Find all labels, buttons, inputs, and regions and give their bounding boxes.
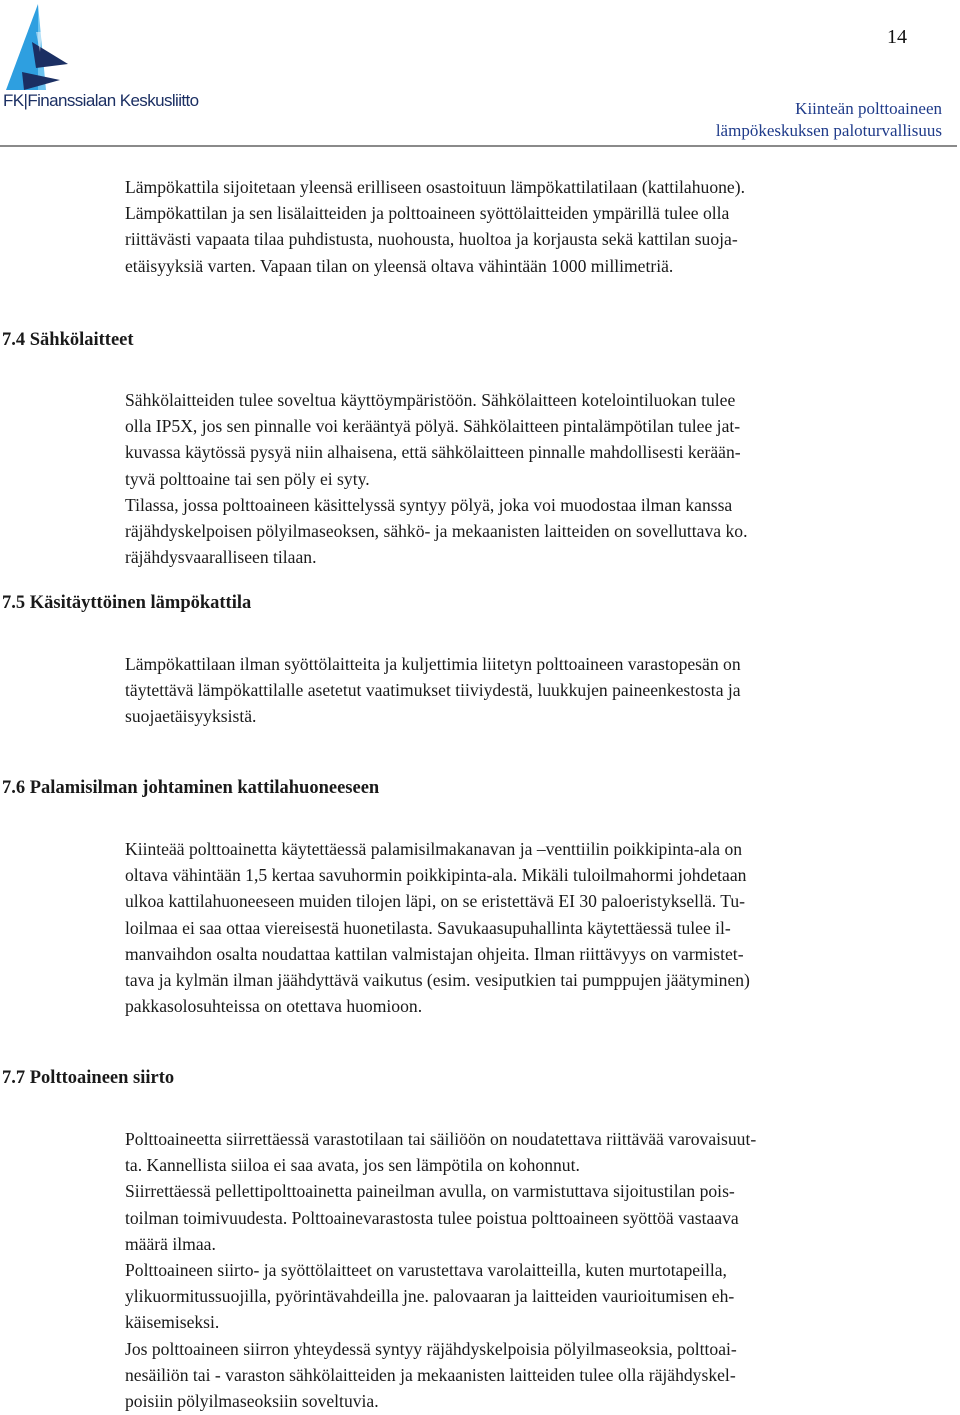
text-line: olla IP5X, jos sen pinnalle voi kerääntyä pölyä. Sähkölaitteen pintalämpötilan tulee jat- [125, 416, 741, 437]
header-divider [0, 145, 957, 147]
section-7-5-body [125, 651, 945, 730]
text-line: nesäiliön tai - varaston sähkölaitteiden ja mekaanisten laitteiden tulee olla räjähdyskel- [125, 1364, 736, 1385]
section-7-6-body [125, 836, 945, 1019]
text-line: ylikuormitussuojilla, pyörintävahdeilla jne. palovaaran ja laitteiden vaurioitumisen eh- [125, 1286, 735, 1307]
document-title [716, 98, 942, 142]
text-line: Polttoaineetta siirrettäessä varastotilaan tai säiliöön on noudatettava riittävää varovaisuut- [125, 1129, 757, 1149]
logo-text: FK|Finanssialan Keskusliitto [3, 91, 199, 110]
text-line: tava ja kylmän ilman jäähdyttävä vaikutus (esim. vesiputkien tai pumppujen jäätyminen) [125, 970, 750, 991]
text-line: riittävästi vapaata tilaa puhdistusta, nuohousta, huoltoa ja korjausta sekä kattilan suoja- [125, 229, 738, 250]
text-line: Siirrettäessä pellettipolttoainetta paineilman avulla, on varmistuttava sijoitustilan pois- [125, 1181, 735, 1202]
document-title-line-2: lämpökeskuksen paloturvallisuus [715, 121, 942, 140]
text-line: tyvä polttoaine tai sen pöly ei syty. [125, 468, 370, 489]
section-heading-7-4: 7.4 Sähkölaitteet [2, 330, 134, 350]
page-header [0, 0, 960, 150]
section-7-7-body [125, 1126, 945, 1414]
text-line: Lämpökattilaan ilman syöttölaitteita ja kuljettimia liitetyn polttoaineen varastopesän on [125, 654, 741, 674]
text-line: kuvassa käytössä pysyä niin alhaisena, että sähkölaitteen pinnalle mahdollisesti kerään- [125, 442, 741, 463]
text-line: määrä ilmaa. [125, 1233, 216, 1254]
text-line: räjähdysvaaralliseen tilaan. [125, 547, 317, 568]
text-line: loilmaa ei saa ottaa viereisestä huonetilasta. Savukaasupuhallinta käytettäessä tulee il- [125, 917, 731, 938]
document-title-line-1: Kiinteän polttoaineen [795, 99, 942, 118]
section-heading-7-6: 7.6 Palamisilman johtaminen kattilahuoneeseen [2, 778, 380, 798]
text-line: ulkoa kattilahuoneeseen muiden tilojen läpi, on se eristettävä EI 30 paloeristyksellä. Tu- [125, 891, 746, 912]
text-line: täytettävä lämpökattilalle asetetut vaatimukset tiiviydestä, luukkujen paineenkestosta ja [125, 680, 741, 701]
text-line: räjähdyskelpoisen pölyilmaseoksen, sähkö- ja mekaanisten laitteiden on sovelluttava ko. [125, 521, 748, 542]
text-line: etäisyyksiä varten. Vapaan tilan on yleensä oltava vähintään 1000 millimetriä. [125, 255, 674, 276]
text-line: ta. Kannellista siiloa ei saa avata, jos sen lämpötila on kohonnut. [125, 1155, 580, 1176]
page-number: 14 [887, 26, 907, 48]
section-heading-7-7: 7.7 Polttoaineen siirto [2, 1068, 175, 1088]
text-line: Jos polttoaineen siirron yhteydessä syntyy räjähdyskelpoisia pölyilmaseoksia, polttoai- [125, 1338, 737, 1359]
intro-paragraph [125, 174, 945, 279]
text-line: Lämpökattila sijoitetaan yleensä erilliseen osastoituun lämpökattilatilaan (kattilahuone). [125, 177, 745, 197]
section-heading-7-5: 7.5 Käsitäyttöinen lämpökattila [2, 593, 252, 613]
text-line: poisiin pölyilmaseoksiin soveltuvia. [125, 1391, 379, 1412]
text-line: Kiinteää polttoainetta käytettäessä palamisilmakanavan ja –venttiilin poikkipinta-ala on [125, 839, 743, 859]
text-line: toilman toimivuudesta. Polttoainevarastosta tulee poistua polttoaineen syöttöä vastaava [125, 1207, 739, 1228]
text-line: käisemiseksi. [125, 1312, 220, 1333]
text-line: manvaihdon osalta noudattaa kattilan valmistajan ohjeita. Ilman riittävyys on varmistet- [125, 943, 744, 964]
text-line: Tilassa, jossa polttoaineen käsittelyssä syntyy pölyä, joka voi muodostaa ilman kanssa [125, 494, 733, 515]
text-line: pakkasolosuhteissa on otettava huomioon. [125, 996, 423, 1017]
section-7-4-body [125, 387, 945, 570]
text-line: oltava vähintään 1,5 kertaa savuhormin poikkipinta-ala. Mikäli tuloilmahormi johdetaan [125, 865, 747, 886]
text-line: Lämpökattilan ja sen lisälaitteiden ja polttoaineen syöttölaitteiden ympärillä tulee olla [125, 203, 730, 224]
text-line: Sähkölaitteiden tulee soveltua käyttöympäristöön. Sähkölaitteen kotelointiluokan tulee [125, 390, 736, 410]
text-line: suojaetäisyyksistä. [125, 706, 257, 727]
text-line: Polttoaineen siirto- ja syöttölaitteet on varustettava varolaitteilla, kuten murtotapeilla, [125, 1260, 727, 1281]
